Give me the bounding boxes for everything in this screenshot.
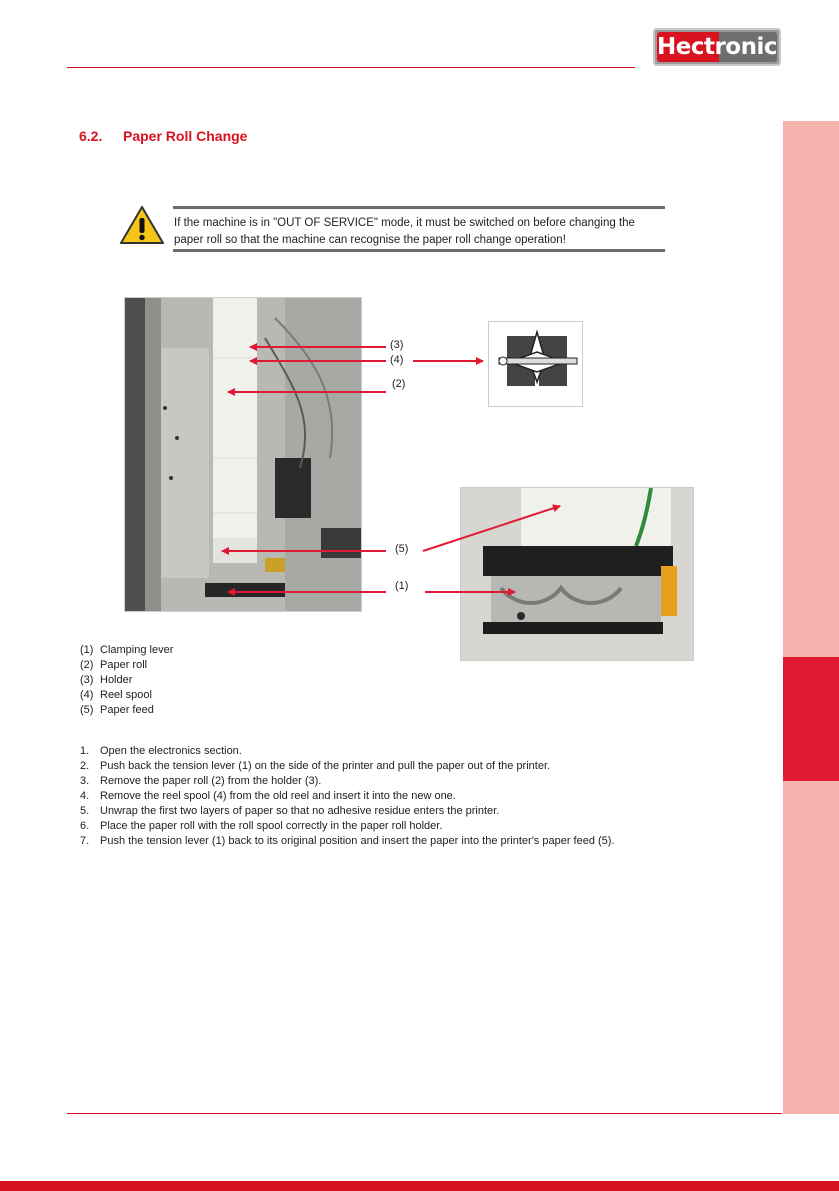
- figure-legend: [80, 643, 173, 718]
- legend-num: (4): [80, 689, 94, 701]
- step-text: Open the electronics section.: [100, 745, 242, 757]
- callout-3: (3): [390, 339, 404, 351]
- arrow-5-detail: [423, 506, 560, 551]
- step-num: 2.: [80, 760, 90, 772]
- step-text: Unwrap the first two layers of paper so that no adhesive residue enters the printer.: [100, 805, 500, 817]
- legend-num: (1): [80, 644, 94, 656]
- step-item: [80, 819, 615, 834]
- step-item: [80, 789, 615, 804]
- legend-num: (5): [80, 704, 94, 716]
- step-text: Push back the tension lever (1) on the side of the printer and pull the paper out of the printer.: [100, 760, 551, 772]
- step-num: 5.: [80, 805, 90, 817]
- step-item: [80, 744, 615, 759]
- legend-num: (2): [80, 659, 94, 671]
- step-num: 1.: [80, 745, 90, 757]
- step-item: [80, 804, 615, 819]
- warning-text: If the machine is in "OUT OF SERVICE" mode, it must be switched on before changing the paper roll so that the machine can recognise the paper roll change operation!: [174, 217, 635, 246]
- step-num: 6.: [80, 820, 90, 832]
- legend-label: Paper feed: [100, 704, 154, 716]
- procedure-steps: [80, 744, 615, 849]
- legend-label: Reel spool: [100, 689, 152, 701]
- legend-label: Paper roll: [100, 659, 148, 671]
- step-num: 4.: [80, 790, 90, 802]
- legend-num: (3): [80, 674, 94, 686]
- callout-1: (1): [395, 580, 409, 592]
- footer-divider: [67, 1113, 782, 1114]
- callout-2: (2): [392, 378, 406, 390]
- section-title: Paper Roll Change: [123, 128, 248, 144]
- step-text: Remove the reel spool (4) from the old reel and insert it into the new one.: [100, 790, 456, 802]
- step-item: [80, 759, 615, 774]
- legend-item: [80, 673, 173, 688]
- logo-text: Hectronic: [656, 34, 777, 60]
- footer-band: [0, 1181, 839, 1191]
- section-number: 6.2.: [79, 128, 103, 144]
- step-text: Remove the paper roll (2) from the holder (3).: [100, 775, 322, 787]
- legend-item: [80, 658, 173, 673]
- legend-label: Clamping lever: [100, 644, 174, 656]
- callout-4: (4): [390, 354, 404, 366]
- legend-item: [80, 688, 173, 703]
- step-item: [80, 774, 615, 789]
- step-num: 7.: [80, 835, 90, 847]
- step-text: Push the tension lever (1) back to its original position and insert the paper into the printer's paper feed (5).: [100, 835, 615, 847]
- step-text: Place the paper roll with the roll spool correctly in the paper roll holder.: [100, 820, 443, 832]
- legend-item: [80, 643, 173, 658]
- legend-item: [80, 703, 173, 718]
- step-item: [80, 834, 615, 849]
- step-num: 3.: [80, 775, 90, 787]
- callout-5: (5): [395, 543, 409, 555]
- legend-label: Holder: [100, 674, 133, 686]
